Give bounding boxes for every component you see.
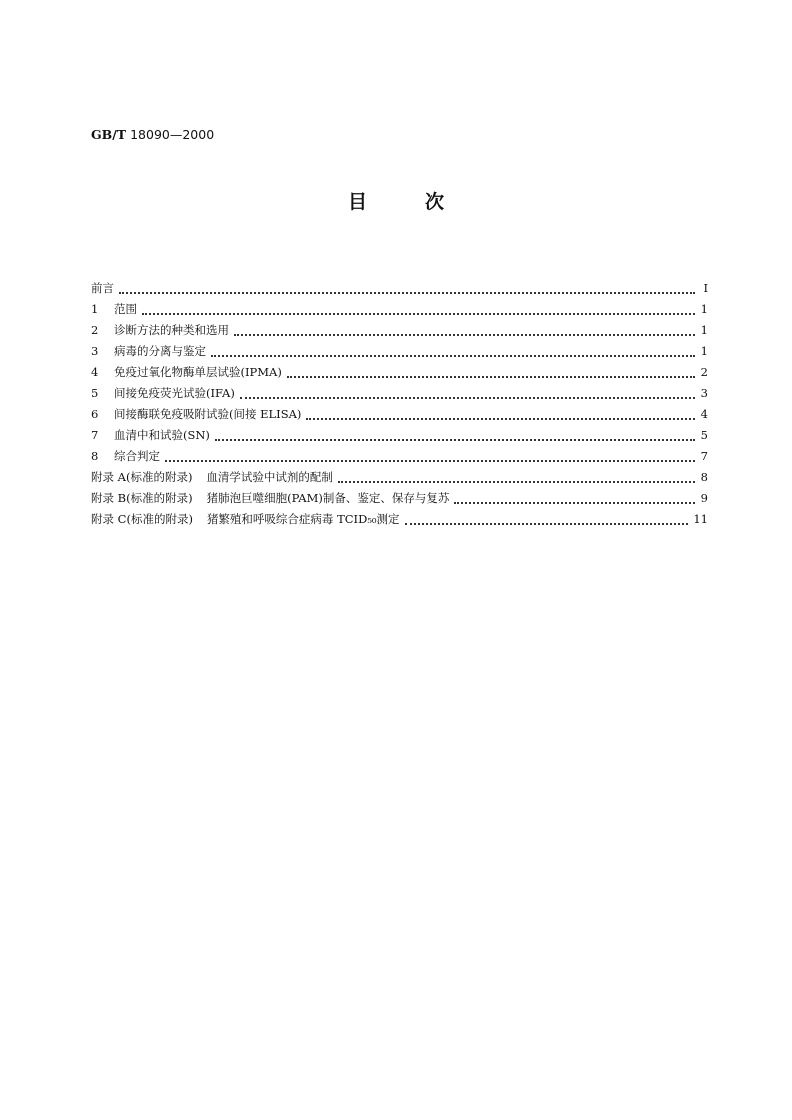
toc-dot-leader: [234, 334, 695, 336]
toc-entry-number: 2: [91, 323, 99, 337]
toc-entry-title: 范围: [114, 302, 137, 316]
toc-entry-label: [91, 469, 333, 485]
toc-entry-label: [91, 427, 210, 443]
toc-dot-leader: [211, 355, 695, 357]
toc-entry[interactable]: [91, 490, 708, 511]
toc-entry-label: [91, 406, 301, 422]
toc-dot-leader: [215, 439, 695, 441]
toc-entry-title: 猪繁殖和呼吸综合症病毒 TCID₅₀测定: [206, 512, 400, 526]
toc-dot-leader: [306, 418, 695, 420]
standard-prefix: GB/T: [91, 127, 127, 142]
toc-entry-label: [91, 280, 114, 296]
toc-dot-leader: [165, 460, 695, 462]
toc-entry-title: 猪肺泡巨噬细胞(PAM)制备、鉴定、保存与复苏: [206, 491, 450, 505]
toc-entry-number: 6: [91, 407, 99, 421]
toc-page-number: 7: [700, 449, 708, 463]
toc-page-number: 2: [700, 365, 708, 379]
standard-number: 18090—2000: [130, 127, 215, 142]
toc-entry-number: 1: [91, 302, 99, 316]
toc-entry-number: 3: [91, 344, 99, 358]
toc-entry-title: 病毒的分离与鉴定: [114, 344, 206, 358]
toc-entry[interactable]: [91, 322, 708, 343]
toc-appendix-designation: 附录 A(标准的附录): [91, 470, 193, 484]
toc-entry-title: 间接酶联免疫吸附试验(间接 ELISA): [114, 407, 302, 421]
toc-dot-leader: [405, 523, 689, 525]
toc-page-number: I: [703, 281, 708, 295]
toc-entry[interactable]: [91, 427, 708, 448]
toc-entry[interactable]: [91, 301, 708, 322]
toc-entry[interactable]: [91, 343, 708, 364]
toc-entry-title: 间接免疫荧光试验(IFA): [114, 386, 235, 400]
toc-entry[interactable]: [91, 469, 708, 490]
standard-code: [91, 127, 214, 142]
toc-page-number: 1: [700, 302, 708, 316]
toc-page-number: 1: [700, 323, 708, 337]
toc-page-number: 11: [693, 512, 708, 526]
toc-entry-title: 诊断方法的种类和选用: [114, 323, 229, 337]
toc-entry-number: 7: [91, 428, 99, 442]
toc-dot-leader: [142, 313, 695, 315]
toc-entry-label: [91, 343, 206, 359]
toc-entry[interactable]: [91, 511, 708, 532]
toc-dot-leader: [287, 376, 695, 378]
toc-dot-leader: [240, 397, 695, 399]
toc-entry[interactable]: [91, 448, 708, 469]
toc-entry-label: [91, 364, 282, 380]
toc-entry-number: 5: [91, 386, 99, 400]
toc-page-number: 9: [700, 491, 708, 505]
table-of-contents: [91, 280, 708, 532]
toc-entry-number: 4: [91, 365, 99, 379]
toc-entry-label: [91, 301, 137, 317]
toc-dot-leader: [454, 502, 695, 504]
page-title: 目次: [347, 191, 502, 213]
toc-appendix-designation: 附录 C(标准的附录): [91, 512, 193, 526]
toc-entry[interactable]: [91, 364, 708, 385]
toc-entry-label: [91, 448, 160, 464]
toc-page-number: 5: [700, 428, 708, 442]
toc-page-number: 1: [700, 344, 708, 358]
toc-page-number: 8: [700, 470, 708, 484]
toc-entry[interactable]: [91, 385, 708, 406]
toc-page-number: 3: [700, 386, 708, 400]
toc-page-number: 4: [700, 407, 708, 421]
toc-dot-leader: [338, 481, 695, 483]
toc-entry-title: 血清学试验中试剂的配制: [206, 470, 333, 484]
toc-entry-title: 血清中和试验(SN): [114, 428, 210, 442]
toc-entry-title: 前言: [91, 281, 114, 295]
toc-entry-label: [91, 322, 229, 338]
toc-entry-title: 免疫过氧化物酶单层试验(IPMA): [114, 365, 282, 379]
toc-entry-label: [91, 385, 235, 401]
toc-entry-number: 8: [91, 449, 99, 463]
toc-dot-leader: [119, 292, 695, 294]
toc-entry-label: [91, 490, 449, 506]
toc-entry[interactable]: [91, 280, 708, 301]
toc-entry-label: [91, 511, 400, 527]
toc-entry-title: 综合判定: [114, 449, 160, 463]
toc-appendix-designation: 附录 B(标准的附录): [91, 491, 193, 505]
toc-entry[interactable]: [91, 406, 708, 427]
